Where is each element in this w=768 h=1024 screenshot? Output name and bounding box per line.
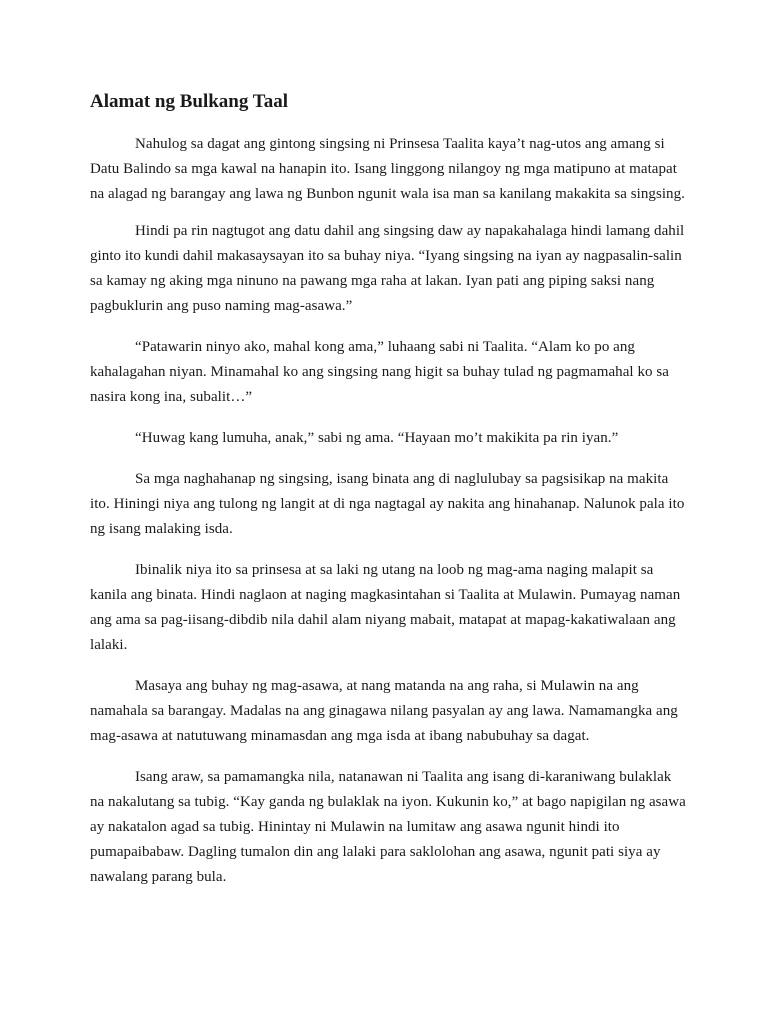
paragraph-7: Masaya ang buhay ng mag-asawa, at nang matanda na ang raha, si Mulawin na ang namahala sa barangay. Madalas na ang ginagawa nilang pasyalan ay ang lawa. Namamangka ang mag-asawa at natutuwang minamasdan ang mga isda at ibang nabubuhay sa dagat.	[90, 678, 678, 744]
paragraph-3: “Patawarin ninyo ako, mahal kong ama,” luhaang sabi ni Taalita. “Alam ko po ang kahalagahan niyan. Minamahal ko ang singsing nang higit sa buhay tulad ng pagmamahal ko sa nasira kong ina, subalit…”	[90, 339, 669, 405]
paragraph-2: Hindi pa rin nagtugot ang datu dahil ang singsing daw ay napakahalaga hindi lamang dahil ginto ito kundi dahil makasaysayan ito sa buhay niya. “Iyang singsing na iyan ay nagpasalin-salin sa kamay ng aking mga ninuno na pawang mga raha at lakan. Iyan pati ang piping saksi nang pagbuklurin ang puso naming mag-asawa.”	[90, 223, 685, 314]
paragraph-8: Isang araw, sa pamamangka nila, natanawan ni Taalita ang isang di-karaniwang bulaklak na nakalutang sa tubig. “Kay ganda ng bulaklak na iyon. Kukunin ko,” at bago napigilan ng asawa ay nakatalon agad sa tubig. Hinintay ni Mulawin na lumitaw ang asawa ngunit hindi ito pumapaibabaw. Dagling tumalon din ang lalaki para saklolohan ang asawa, ngunit pati siya ay nawalang parang bula.	[90, 769, 686, 885]
paragraph-1: Nahulog sa dagat ang gintong singsing ni Prinsesa Taalita kaya’t nag-utos ang amang si Datu Balindo sa mga kawal na hanapin ito. Isang linggong nilangoy ng mga matipuno at matapat na alagad ng barangay ang lawa ng Bunbon ngunit wala isa man sa kanilang makakita sa singsing.	[90, 136, 685, 202]
document-title: Alamat ng Bulkang Taal	[90, 91, 288, 112]
paragraph-4: “Huwag kang lumuha, anak,” sabi ng ama. “Hayaan mo’t makikita pa rin iyan.”	[135, 430, 619, 446]
paragraph-6: Ibinalik niya ito sa prinsesa at sa laki ng utang na loob ng mag-ama naging malapit sa kanila ang binata. Hindi naglaon at naging magkasintahan si Taalita at Mulawin. Pumayag naman ang ama sa pag-iisang-dibdib nila dahil alam niyang mabait, matapat at mapag-kakatiwalaan ang lalaki.	[90, 562, 681, 653]
paragraph-5: Sa mga naghahanap ng singsing, isang binata ang di naglulubay sa pagsisikap na makita ito. Hiningi niya ang tulong ng langit at di nga nagtagal ay nakita ang hinahanap. Nalunok pala ito ng isang malaking isda.	[90, 471, 685, 537]
document-page	[90, 88, 686, 902]
